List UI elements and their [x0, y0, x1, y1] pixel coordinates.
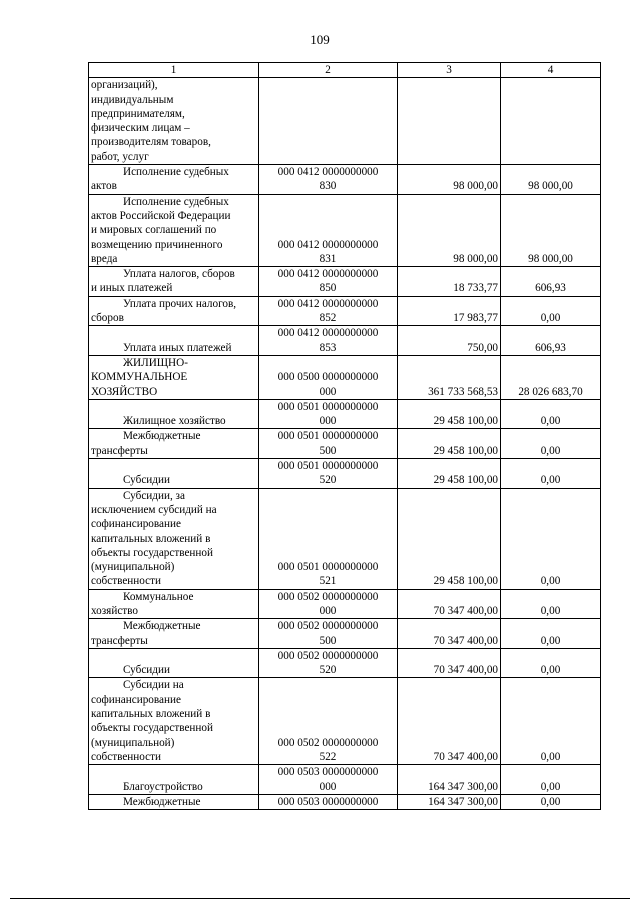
column-header-1: 1	[89, 63, 259, 78]
table-row	[89, 619, 601, 649]
row-name-cell: Исполнение судебных актов Российской Федерации и мировых соглашений по возмещению причиненного вреда	[89, 194, 259, 266]
row-value-col4-cell: 98 000,00	[501, 194, 601, 266]
row-name-cell: Благоустройство	[89, 765, 259, 795]
row-name-cell: Уплата иных платежей	[89, 326, 259, 356]
table-row	[89, 765, 601, 795]
row-value-col4-cell	[501, 78, 601, 165]
row-value-col3-cell: 29 458 100,00	[398, 488, 501, 589]
row-value-col4-cell: 0,00	[501, 794, 601, 809]
row-code-cell: 000 0502 0000000000 500	[259, 619, 398, 649]
row-code-cell: 000 0503 0000000000	[259, 794, 398, 809]
row-name-cell: Уплата прочих налогов, сборов	[89, 296, 259, 326]
row-value-col3-cell: 164 347 300,00	[398, 794, 501, 809]
row-value-col3-cell: 18 733,77	[398, 267, 501, 297]
row-name-cell: Субсидии, за исключением субсидий на софинансирование капитальных вложений в объекты государственной (муниципальной) собственности	[89, 488, 259, 589]
row-code-cell: 000 0502 0000000000 520	[259, 648, 398, 678]
column-header-2: 2	[259, 63, 398, 78]
row-value-col4-cell: 0,00	[501, 678, 601, 765]
row-value-col3-cell: 70 347 400,00	[398, 648, 501, 678]
table-row	[89, 648, 601, 678]
row-code-cell: 000 0501 0000000000 500	[259, 429, 398, 459]
row-name-cell: Жилищное хозяйство	[89, 399, 259, 429]
row-name-cell: Коммунальное хозяйство	[89, 589, 259, 619]
row-value-col3-cell: 164 347 300,00	[398, 765, 501, 795]
row-value-col3-cell: 70 347 400,00	[398, 589, 501, 619]
row-code-cell: 000 0502 0000000000 522	[259, 678, 398, 765]
row-name-cell: Межбюджетные трансферты	[89, 619, 259, 649]
row-value-col3-cell: 70 347 400,00	[398, 678, 501, 765]
table-row	[89, 429, 601, 459]
table-header-row	[89, 63, 601, 78]
row-code-cell: 000 0412 0000000000 853	[259, 326, 398, 356]
table-row	[89, 794, 601, 809]
column-header-4: 4	[501, 63, 601, 78]
table-row	[89, 399, 601, 429]
table-row	[89, 165, 601, 195]
table-row	[89, 326, 601, 356]
row-value-col4-cell: 0,00	[501, 619, 601, 649]
table-row	[89, 355, 601, 399]
row-code-cell	[259, 78, 398, 165]
row-name-cell: Межбюджетные	[89, 794, 259, 809]
row-name-cell: Субсидии на софинансирование капитальных вложений в объекты государственной (муниципальной) собственности	[89, 678, 259, 765]
table-row	[89, 296, 601, 326]
table-row	[89, 78, 601, 165]
row-value-col3-cell: 98 000,00	[398, 194, 501, 266]
row-name-cell: ЖИЛИЩНО- КОММУНАЛЬНОЕ ХОЗЯЙСТВО	[89, 355, 259, 399]
row-code-cell: 000 0412 0000000000 852	[259, 296, 398, 326]
row-value-col4-cell: 28 026 683,70	[501, 355, 601, 399]
row-name-cell: Субсидии	[89, 459, 259, 489]
row-code-cell: 000 0502 0000000000 000	[259, 589, 398, 619]
table-row	[89, 589, 601, 619]
row-value-col4-cell: 606,93	[501, 267, 601, 297]
row-value-col3-cell: 70 347 400,00	[398, 619, 501, 649]
row-value-col3-cell: 361 733 568,53	[398, 355, 501, 399]
row-value-col4-cell: 606,93	[501, 326, 601, 356]
row-value-col3-cell: 29 458 100,00	[398, 429, 501, 459]
row-value-col4-cell: 0,00	[501, 429, 601, 459]
row-code-cell: 000 0412 0000000000 850	[259, 267, 398, 297]
table-row	[89, 678, 601, 765]
table-row	[89, 267, 601, 297]
row-code-cell: 000 0500 0000000000 000	[259, 355, 398, 399]
row-name-cell: Исполнение судебных актов	[89, 165, 259, 195]
row-value-col4-cell: 0,00	[501, 459, 601, 489]
row-value-col3-cell: 98 000,00	[398, 165, 501, 195]
row-value-col4-cell: 98 000,00	[501, 165, 601, 195]
row-value-col4-cell: 0,00	[501, 765, 601, 795]
row-code-cell: 000 0412 0000000000 830	[259, 165, 398, 195]
budget-table	[88, 62, 601, 810]
row-value-col3-cell	[398, 78, 501, 165]
row-value-col3-cell: 29 458 100,00	[398, 399, 501, 429]
row-value-col4-cell: 0,00	[501, 648, 601, 678]
row-code-cell: 000 0501 0000000000 000	[259, 399, 398, 429]
row-name-cell: Межбюджетные трансферты	[89, 429, 259, 459]
page-number: 109	[310, 32, 330, 47]
page-bottom-rule	[10, 898, 630, 899]
row-code-cell: 000 0501 0000000000 520	[259, 459, 398, 489]
row-name-cell: Субсидии	[89, 648, 259, 678]
row-value-col4-cell: 0,00	[501, 399, 601, 429]
row-value-col3-cell: 29 458 100,00	[398, 459, 501, 489]
table-row	[89, 459, 601, 489]
row-value-col3-cell: 750,00	[398, 326, 501, 356]
row-code-cell: 000 0503 0000000000 000	[259, 765, 398, 795]
row-code-cell: 000 0412 0000000000 831	[259, 194, 398, 266]
table-row	[89, 194, 601, 266]
row-name-cell: организаций), индивидуальным предпринимателям, физическим лицам – производителям товаров, работ, услуг	[89, 78, 259, 165]
table-row	[89, 488, 601, 589]
row-value-col4-cell: 0,00	[501, 589, 601, 619]
row-value-col4-cell: 0,00	[501, 488, 601, 589]
column-header-3: 3	[398, 63, 501, 78]
row-name-cell: Уплата налогов, сборов и иных платежей	[89, 267, 259, 297]
row-code-cell: 000 0501 0000000000 521	[259, 488, 398, 589]
row-value-col3-cell: 17 983,77	[398, 296, 501, 326]
row-value-col4-cell: 0,00	[501, 296, 601, 326]
